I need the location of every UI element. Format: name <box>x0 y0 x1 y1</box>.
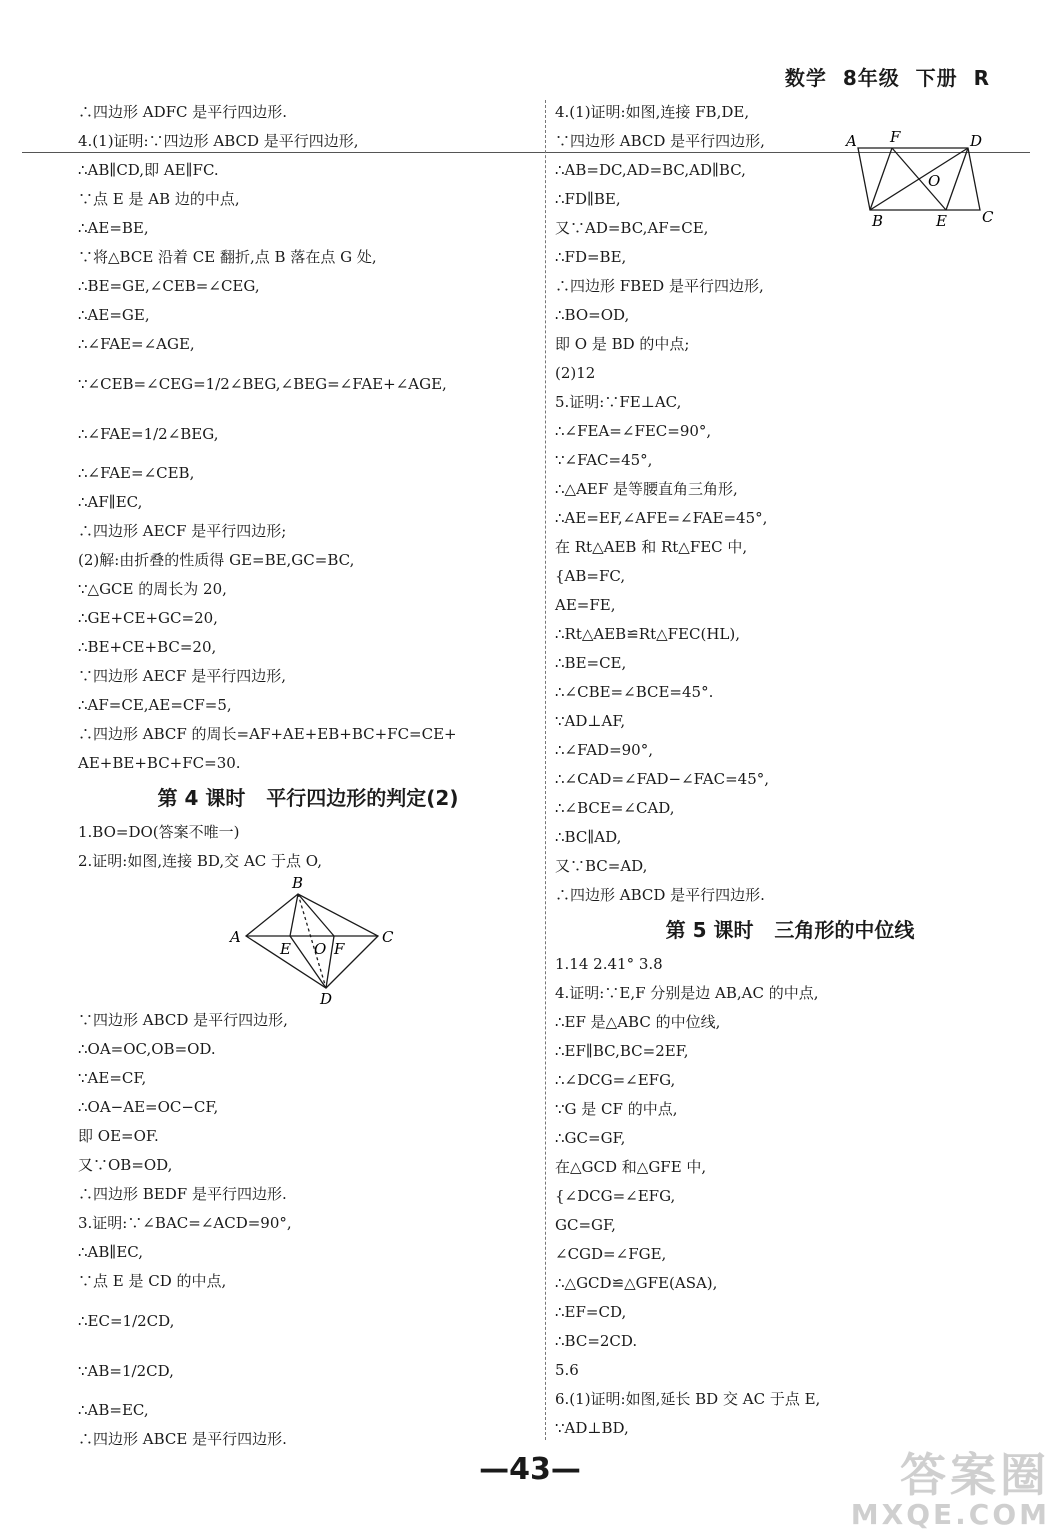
text-line: ∵将△BCE 沿着 CE 翻折,点 B 落在点 G 处, <box>78 248 377 266</box>
text-line: 5.6 <box>555 1361 579 1379</box>
text-line: 在△GCD 和△GFE 中, <box>555 1158 707 1176</box>
text-line: 3.证明:∵∠BAC=∠ACD=90°, <box>78 1214 292 1232</box>
label-d: D <box>320 990 333 1006</box>
text-line: ∴四边形 ABCD 是平行四边形. <box>555 886 765 904</box>
text-line: 即 OE=OF. <box>78 1127 159 1145</box>
text-line: 1.BO=DO(答案不唯一) <box>78 823 240 841</box>
text-line: 又∵BC=AD, <box>555 857 648 875</box>
text-line: ∵∠FAC=45°, <box>555 451 653 469</box>
text-line: ∴AE=GE, <box>78 306 150 324</box>
text-line: ∴EF=CD, <box>555 1303 627 1321</box>
text-line: ∴∠FAE=∠CEB, <box>78 464 195 482</box>
text-line: {AB=FC, <box>555 567 626 585</box>
text-line: ∴△GCD≌△GFE(ASA), <box>555 1274 718 1292</box>
figure-kite <box>78 876 538 1006</box>
label-f: F <box>334 940 345 958</box>
text-line: ∴四边形 ADFC 是平行四边形. <box>78 103 288 121</box>
label-c: C <box>982 208 994 226</box>
text-line: ∴OA−AE=OC−CF, <box>78 1098 219 1116</box>
text-line: ∴四边形 ABCF 的周长=AF+AE+EB+BC+FC=CE+ <box>78 725 457 743</box>
text-line: ∴Rt△AEB≌Rt△FEC(HL), <box>555 625 740 643</box>
section-title-lesson-5: 第 5 课时 三角形的中位线 <box>665 918 915 942</box>
text-line: 4.证明:∵E,F 分别是边 AB,AC 的中点, <box>555 984 819 1002</box>
text-line: ∴AE=EF,∠AFE=∠FAE=45°, <box>555 509 768 527</box>
text-line: ∴FD=BE, <box>555 248 627 266</box>
text-line: ∵AD⊥BD, <box>555 1419 629 1437</box>
text-line: ∵点 E 是 AB 边的中点, <box>78 190 240 208</box>
label-d: D <box>970 132 983 150</box>
text-line: ∵∠CEB=∠CEG=1/2∠BEG,∠BEG=∠FAE+∠AGE, <box>78 375 447 393</box>
left-column <box>78 98 538 1454</box>
text-line: AE+BE+BC+FC=30. <box>78 754 241 772</box>
text-line: ∵AE=CF, <box>78 1069 147 1087</box>
text-line: ∴∠FAE=∠AGE, <box>78 335 195 353</box>
text-line: ∵点 E 是 CD 的中点, <box>78 1272 227 1290</box>
section-title-lesson-4: 第 4 课时 平行四边形的判定(2) <box>157 786 459 810</box>
segment-df <box>326 936 334 988</box>
text-line: ∴BC∥AD, <box>555 828 622 846</box>
text-line: ∵四边形 ABCD 是平行四边形, <box>555 132 765 150</box>
text-line: ∴BO=OD, <box>555 306 630 324</box>
text-line: 又∵AD=BC,AF=CE, <box>555 219 709 237</box>
page-number: —43— <box>479 1452 581 1487</box>
text-line: 4.(1)证明:∵四边形 ABCD 是平行四边形, <box>78 132 359 150</box>
label-e: E <box>280 940 291 958</box>
text-line: GC=GF, <box>555 1216 616 1234</box>
text-line: (2)12 <box>555 364 596 382</box>
label-a: A <box>846 132 857 150</box>
label-o: O <box>314 940 327 958</box>
text-line: ∴∠FEA=∠FEC=90°, <box>555 422 712 440</box>
text-line: ∴EF 是△ABC 的中位线, <box>555 1013 721 1031</box>
text-line: ∴∠DCG=∠EFG, <box>555 1071 676 1089</box>
text-line: 又∵OB=OD, <box>78 1156 173 1174</box>
watermark-logo-text: 答案圈 <box>900 1448 1050 1502</box>
text-line: 1.14 2.41° 3.8 <box>555 955 663 973</box>
right-column <box>555 98 1025 1443</box>
watermark-url: MXQE.COM <box>850 1498 1050 1531</box>
text-line: ∴BE=CE, <box>555 654 627 672</box>
text-line: AE=FE, <box>555 596 616 614</box>
text-line: ∴AE=BE, <box>78 219 149 237</box>
text-line: ∵AD⊥AF, <box>555 712 626 730</box>
text-line: ∵AB=1/2CD, <box>78 1362 174 1380</box>
label-a: A <box>230 928 241 946</box>
text-line: 2.证明:如图,连接 BD,交 AC 于点 O, <box>78 852 322 870</box>
text-line: ∴四边形 BEDF 是平行四边形. <box>78 1185 287 1203</box>
label-b: B <box>872 212 884 230</box>
text-line: ∵G 是 CF 的中点, <box>555 1100 678 1118</box>
text-line: ∴OA=OC,OB=OD. <box>78 1040 216 1058</box>
label-b: B <box>292 876 304 892</box>
text-line: ∵四边形 ABCD 是平行四边形, <box>78 1011 288 1029</box>
text-line: ∴AF∥EC, <box>78 493 143 511</box>
text-line: ∴∠CAD=∠FAD−∠FAC=45°, <box>555 770 770 788</box>
text-line: ∵四边形 AECF 是平行四边形, <box>78 667 286 685</box>
watermark <box>851 1450 1050 1530</box>
label-c: C <box>382 928 394 946</box>
text-line: ∴∠FAD=90°, <box>555 741 653 759</box>
text-line: ∴∠FAE=1/2∠BEG, <box>78 425 219 443</box>
text-line: 4.(1)证明:如图,连接 FB,DE, <box>555 103 750 121</box>
text-line: ∴△AEF 是等腰直角三角形, <box>555 480 738 498</box>
text-line: ∴∠CBE=∠BCE=45°. <box>555 683 714 701</box>
text-line: ∴GC=GF, <box>555 1129 626 1147</box>
text-line: ∴GE+CE+GC=20, <box>78 609 218 627</box>
text-line: ∴EF∥BC,BC=2EF, <box>555 1042 689 1060</box>
text-line: 6.(1)证明:如图,延长 BD 交 AC 于点 E, <box>555 1390 821 1408</box>
text-line: ∴BC=2CD. <box>555 1332 638 1350</box>
text-line: {∠DCG=∠EFG, <box>555 1187 676 1205</box>
text-line: ∴四边形 AECF 是平行四边形; <box>78 522 287 540</box>
text-line: ∴四边形 FBED 是平行四边形, <box>555 277 764 295</box>
text-line: ∴AF=CE,AE=CF=5, <box>78 696 232 714</box>
label-e: E <box>936 212 947 230</box>
text-line: ∴BE+CE+BC=20, <box>78 638 217 656</box>
label-f: F <box>890 128 901 146</box>
text-line: ∴AB∥EC, <box>78 1243 143 1261</box>
text-line: ∴AB=DC,AD=BC,AD∥BC, <box>555 161 746 179</box>
label-o: O <box>928 172 941 190</box>
text-line: ∴∠BCE=∠CAD, <box>555 799 675 817</box>
text-line: ∴四边形 ABCE 是平行四边形. <box>78 1430 287 1448</box>
text-line: ∴EC=1/2CD, <box>78 1312 175 1330</box>
segment-bf <box>298 894 334 936</box>
text-line: 5.证明:∵FE⊥AC, <box>555 393 682 411</box>
text-line: ∠CGD=∠FGE, <box>555 1245 667 1263</box>
text-line: ∴AB∥CD,即 AE∥FC. <box>78 161 219 179</box>
text-line: ∵△GCE 的周长为 20, <box>78 580 227 598</box>
text-line: ∴BE=GE,∠CEB=∠CEG, <box>78 277 260 295</box>
text-line: ∴FD∥BE, <box>555 190 621 208</box>
text-line: 在 Rt△AEB 和 Rt△FEC 中, <box>555 538 748 556</box>
text-line: ∴AB=EC, <box>78 1401 149 1419</box>
text-line: (2)解:由折叠的性质得 GE=BE,GC=BC, <box>78 551 355 569</box>
column-divider <box>545 100 546 1440</box>
text-line: 即 O 是 BD 的中点; <box>555 335 690 353</box>
page-header: 数学 8年级 下册 R <box>784 66 990 90</box>
